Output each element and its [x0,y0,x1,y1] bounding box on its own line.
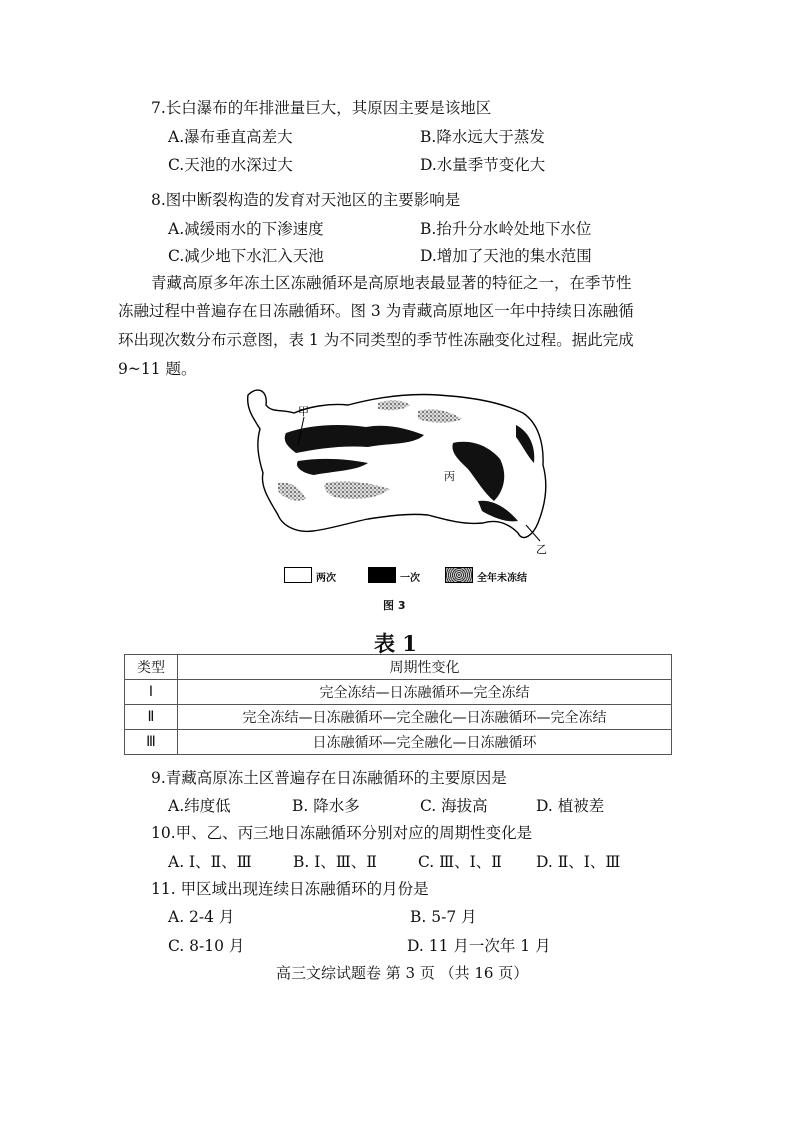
q9-option-d: D. 植被差 [536,797,605,815]
passage-line-1: 青藏高原多年冻土区冻融循环是高原地表最显著的特征之一，在季节性 [151,274,632,292]
q10-option-c: C. Ⅲ、Ⅰ、Ⅱ [418,853,502,871]
label-bing: 丙 [444,470,455,483]
q11-option-a: A. 2-4 月 [168,908,235,926]
q7-option-c: C.天池的水深过大 [168,156,293,174]
table-header-row [125,655,672,680]
label-jia: 甲 [298,405,309,418]
q9-option-b: B. 降水多 [292,797,360,815]
table-row [125,730,672,755]
q8-option-b: B.抬升分水岭处地下水位 [420,220,592,238]
q9-option-c: C. 海拔高 [420,797,488,815]
table-cell-type: Ⅱ [125,705,178,730]
q10-option-a: A. Ⅰ、Ⅱ、Ⅲ [168,853,252,871]
table-cell-change: 日冻融循环—完全融化—日冻融循环 [178,730,672,755]
legend-swatch-unfrozen [445,567,473,583]
table-cell-change: 完全冻结—日冻融循环—完全冻结 [178,680,672,705]
table-cell-type: Ⅰ [125,680,178,705]
label-yi: 乙 [536,543,547,556]
passage-line-3: 环出现次数分布示意图，表 1 为不同类型的季节性冻融变化过程。据此完成 [118,331,634,349]
table-row [125,680,672,705]
q7-option-b: B.降水远大于蒸发 [420,128,545,146]
table-title: 表 1 [374,631,417,656]
q10-option-d: D. Ⅱ、Ⅰ、Ⅲ [536,853,621,871]
figure-caption: 图 3 [383,599,406,612]
q9-stem: 9.青藏高原冻土区普遍存在日冻融循环的主要原因是 [151,769,507,787]
q11-stem: 11. 甲区域出现连续日冻融循环的月份是 [151,880,429,898]
passage-line-2: 冻融过程中普遍存在日冻融循环。图 3 为青藏高原地区一年中持续日冻融循 [118,302,634,320]
q10-option-b: B. Ⅰ、Ⅲ、Ⅱ [293,853,377,871]
freeze-thaw-table [124,654,672,755]
legend-label-one: 一次 [400,573,420,584]
passage-line-4: 9~11 题。 [118,360,197,378]
q11-option-b: B. 5-7 月 [410,908,477,926]
q8-option-a: A.减缓雨水的下渗速度 [168,220,324,238]
legend-swatch-one [368,567,396,583]
q8-option-c: C.减少地下水汇入天池 [168,247,324,265]
q10-stem: 10.甲、乙、丙三地日冻融循环分别对应的周期性变化是 [151,824,533,842]
q8-option-d: D.增加了天池的集水范围 [420,247,592,265]
q9-option-a: A.纬度低 [168,797,231,815]
q11-option-d: D. 11 月一次年 1 月 [407,937,551,955]
page-footer: 高三文综试题卷 第 3 页 （共 16 页） [276,964,529,982]
legend-swatch-two [284,567,312,583]
q7-option-d: D.水量季节变化大 [420,156,546,174]
q11-option-c: C. 8-10 月 [168,937,245,955]
legend-label-unfrozen: 全年未冻结 [477,573,527,584]
legend-label-two: 两次 [316,573,336,584]
table-row [125,705,672,730]
table-header-change: 周期性变化 [178,655,672,680]
q8-stem: 8.图中断裂构造的发育对天池区的主要影响是 [151,191,461,209]
table-cell-type: Ⅲ [125,730,178,755]
table-cell-change: 完全冻结—日冻融循环—完全融化—日冻融循环—完全冻结 [178,705,672,730]
q7-option-a: A.瀑布垂直高差大 [168,128,293,146]
q7-stem: 7.长白瀑布的年排泄量巨大，其原因主要是该地区 [151,99,492,117]
table-header-type: 类型 [125,655,178,680]
tibetan-plateau-map [238,383,556,558]
